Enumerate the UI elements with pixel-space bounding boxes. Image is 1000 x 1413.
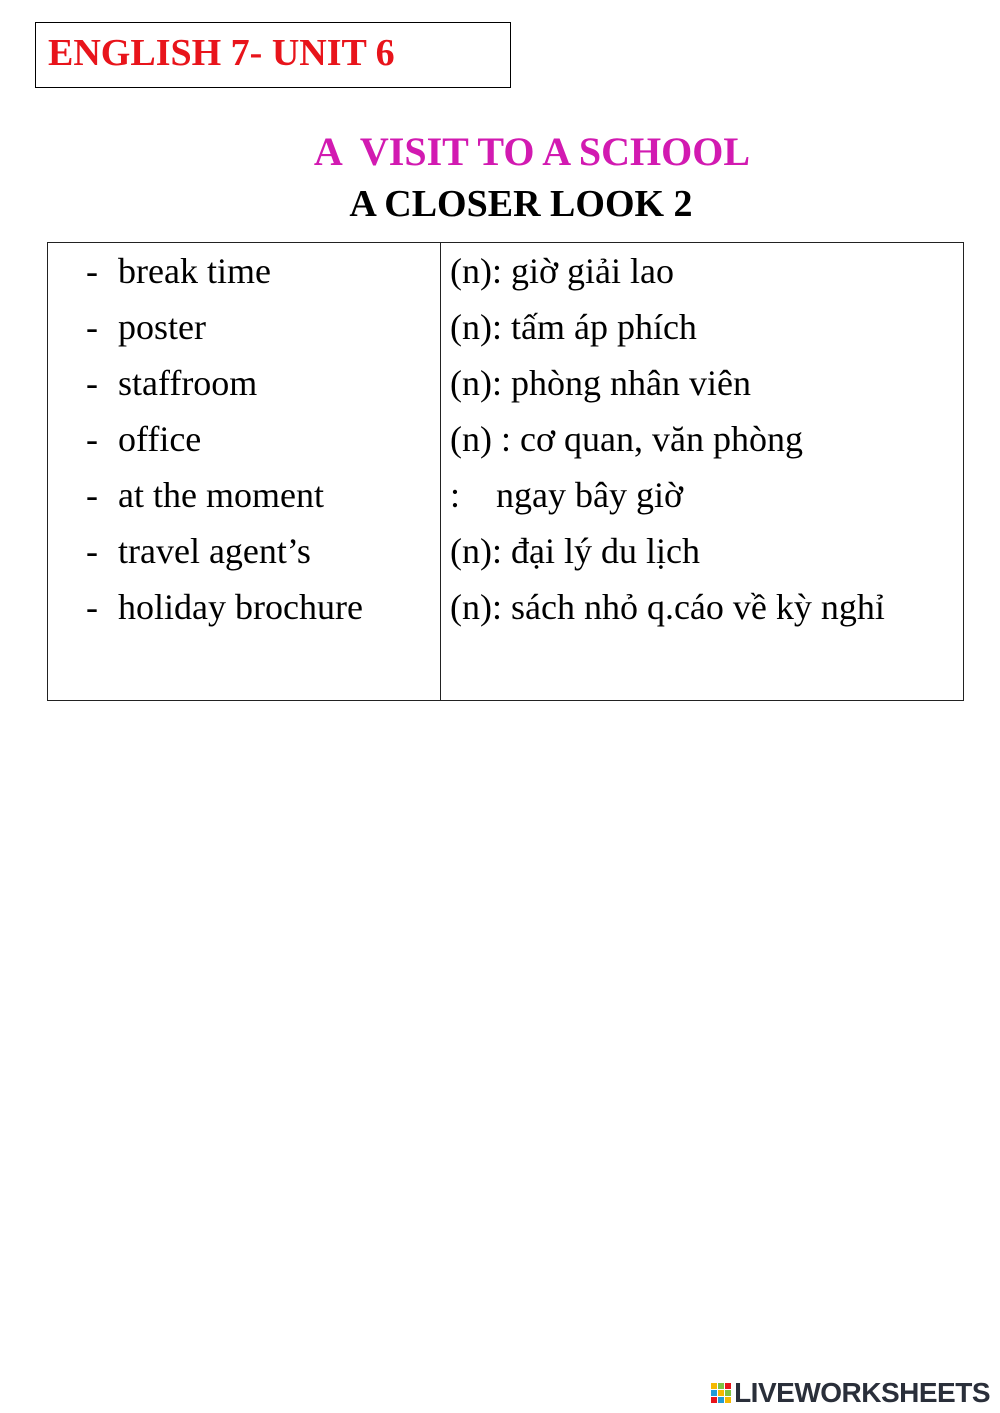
- bullet-dash: -: [86, 531, 98, 571]
- bullet-dash: -: [86, 475, 98, 515]
- vocabulary-row: [48, 243, 963, 299]
- bullet-dash: -: [86, 363, 98, 403]
- vocabulary-term: [86, 299, 206, 355]
- lesson-title: A VISIT TO A SCHOOL: [313, 129, 751, 174]
- bullet-dash: -: [86, 251, 98, 291]
- bullet-dash: -: [86, 419, 98, 459]
- vocabulary-term: [86, 579, 363, 635]
- unit-title-box: [35, 22, 511, 88]
- term-text: staffroom: [118, 363, 258, 403]
- term-text: travel agent’s: [118, 531, 311, 571]
- term-text: at the moment: [118, 475, 324, 515]
- vocabulary-row: [48, 355, 963, 411]
- bullet-dash: -: [86, 307, 98, 347]
- vocabulary-meaning: (n): sách nhỏ q.cáo về kỳ nghỉ: [450, 587, 885, 627]
- vocabulary-meaning: (n): tấm áp phích: [450, 307, 697, 347]
- vocabulary-meaning: (n): phòng nhân viên: [450, 363, 751, 403]
- vocabulary-row: [48, 411, 963, 467]
- section-title: A CLOSER LOOK 2: [349, 183, 693, 225]
- vocabulary-meaning: (n) : cơ quan, văn phòng: [450, 419, 803, 459]
- vocabulary-table: [47, 242, 964, 701]
- vocabulary-term: [86, 355, 257, 411]
- unit-title: ENGLISH 7- UNIT 6: [48, 32, 395, 74]
- vocabulary-row: [48, 523, 963, 579]
- bullet-dash: -: [86, 587, 98, 627]
- vocabulary-row: [48, 467, 963, 523]
- term-text: break time: [118, 251, 271, 291]
- vocabulary-meaning: (n): giờ giải lao: [450, 251, 674, 291]
- liveworksheets-logo-icon: [711, 1381, 731, 1405]
- vocabulary-row: [48, 579, 963, 635]
- term-text: office: [118, 419, 202, 459]
- brand-name: LIVEWORKSHEETS: [734, 1377, 990, 1408]
- term-text: holiday brochure: [118, 587, 363, 627]
- vocabulary-row: [48, 299, 963, 355]
- term-text: poster: [118, 307, 206, 347]
- liveworksheets-logo[interactable]: [711, 1379, 990, 1407]
- vocabulary-meaning: (n): đại lý du lịch: [450, 531, 700, 571]
- vocabulary-meaning: : ngay bây giờ: [450, 475, 683, 515]
- vocabulary-term: [86, 467, 324, 523]
- vocabulary-term: [86, 411, 201, 467]
- vocabulary-term: [86, 523, 311, 579]
- vocabulary-term: [86, 243, 271, 299]
